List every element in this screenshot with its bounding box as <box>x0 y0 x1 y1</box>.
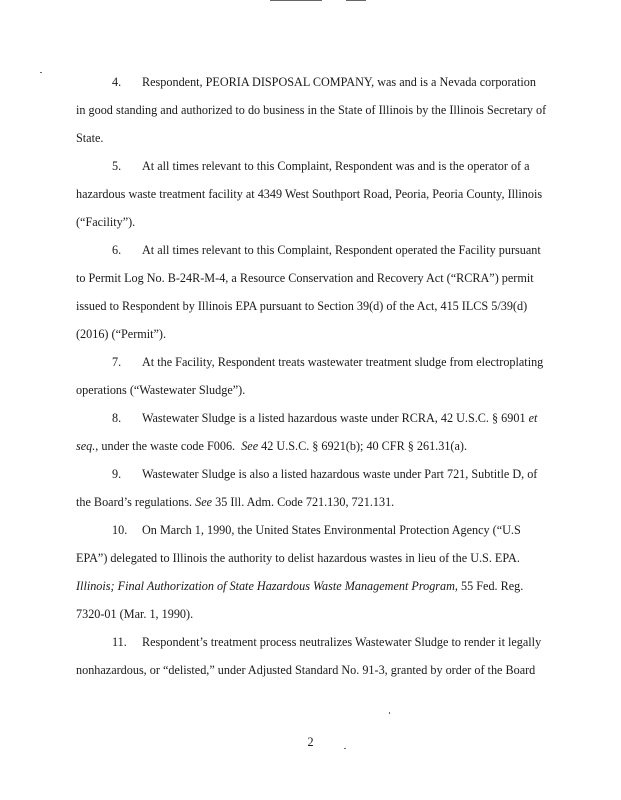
paragraph-10-line-2: EPA”) delegated to Illinois the authority to delist hazardous wastes in lieu of the U.S. EPA. <box>76 551 520 565</box>
paragraph-9-line-1: 9. Wastewater Sludge is also a listed hazardous waste under Part 721, Subtitle D, of <box>112 467 538 481</box>
paragraph-7-line-1: 7. At the Facility, Respondent treats wastewater treatment sludge from electroplating <box>112 355 544 369</box>
paragraph-number: 6. <box>112 243 122 257</box>
paragraph-number: 4. <box>112 75 122 89</box>
paragraph-10-line-4: 7320-01 (Mar. 1, 1990). <box>76 607 194 621</box>
paragraph-number: 8. <box>112 411 122 425</box>
paragraph-6-line-4: (2016) (“Permit”). <box>76 327 167 341</box>
paragraph-6-line-3: issued to Respondent by Illinois EPA pursuant to Section 39(d) of the Act, 415 ILCS 5/39(d) <box>76 299 528 313</box>
paragraph-9-line-2: the Board’s regulations. See 35 Ill. Adm. Code 721.130, 721.131. <box>76 495 395 509</box>
paragraph-number: 5. <box>112 159 122 173</box>
paragraph-5-line-3: (“Facility”). <box>76 215 136 229</box>
scan-mark <box>40 72 42 73</box>
paragraph-8-line-1: 8. Wastewater Sludge is a listed hazardous waste under RCRA, 42 U.S.C. § 6901 et <box>112 411 538 425</box>
paragraph-number: 10. <box>112 523 128 537</box>
paragraph-5-line-2: hazardous waste treatment facility at 4349 West Southport Road, Peoria, Peoria County, Illinois <box>76 187 543 201</box>
paragraph-4-line-3: State. <box>76 131 104 145</box>
paragraph-number: 7. <box>112 355 122 369</box>
scan-mark <box>344 748 346 749</box>
paragraph-4-line-2: in good standing and authorized to do business in the State of Illinois by the Illinois Secretary of <box>76 103 547 117</box>
paragraph-6-line-1: 6. At all times relevant to this Complaint, Respondent operated the Facility pursuant <box>112 243 541 257</box>
paragraph-number: 11. <box>112 635 127 649</box>
paragraph-4-line-1: 4. Respondent, PEORIA DISPOSAL COMPANY, was and is a Nevada corporation <box>112 75 536 89</box>
paragraph-6-line-2: to Permit Log No. B-24R-M-4, a Resource Conservation and Recovery Act (“RCRA”) permit <box>76 271 534 285</box>
paragraph-8-line-2: seq., under the waste code F006. See 42 U.S.C. § 6921(b); 40 CFR § 261.31(a). <box>76 439 467 453</box>
paragraph-10-line-3: Illinois; Final Authorization of State Hazardous Waste Management Program, 55 Fed. Reg. <box>76 579 524 593</box>
page-number: 2 <box>307 735 314 749</box>
paragraph-10-line-1: 10. On March 1, 1990, the United States Environmental Protection Agency (“U.S <box>112 523 521 537</box>
scan-mark <box>270 0 322 1</box>
paragraph-number: 9. <box>112 467 122 481</box>
scan-mark <box>389 712 390 714</box>
paragraph-7-line-2: operations (“Wastewater Sludge”). <box>76 383 246 397</box>
scan-mark <box>346 0 366 1</box>
paragraph-5-line-1: 5. At all times relevant to this Complaint, Respondent was and is the operator of a <box>112 159 530 173</box>
paragraph-11-line-1: 11. Respondent’s treatment process neutralizes Wastewater Sludge to render it legally <box>112 635 542 649</box>
paragraph-11-line-2: nonhazardous, or “delisted,” under Adjusted Standard No. 91-3, granted by order of the Board <box>76 663 536 677</box>
